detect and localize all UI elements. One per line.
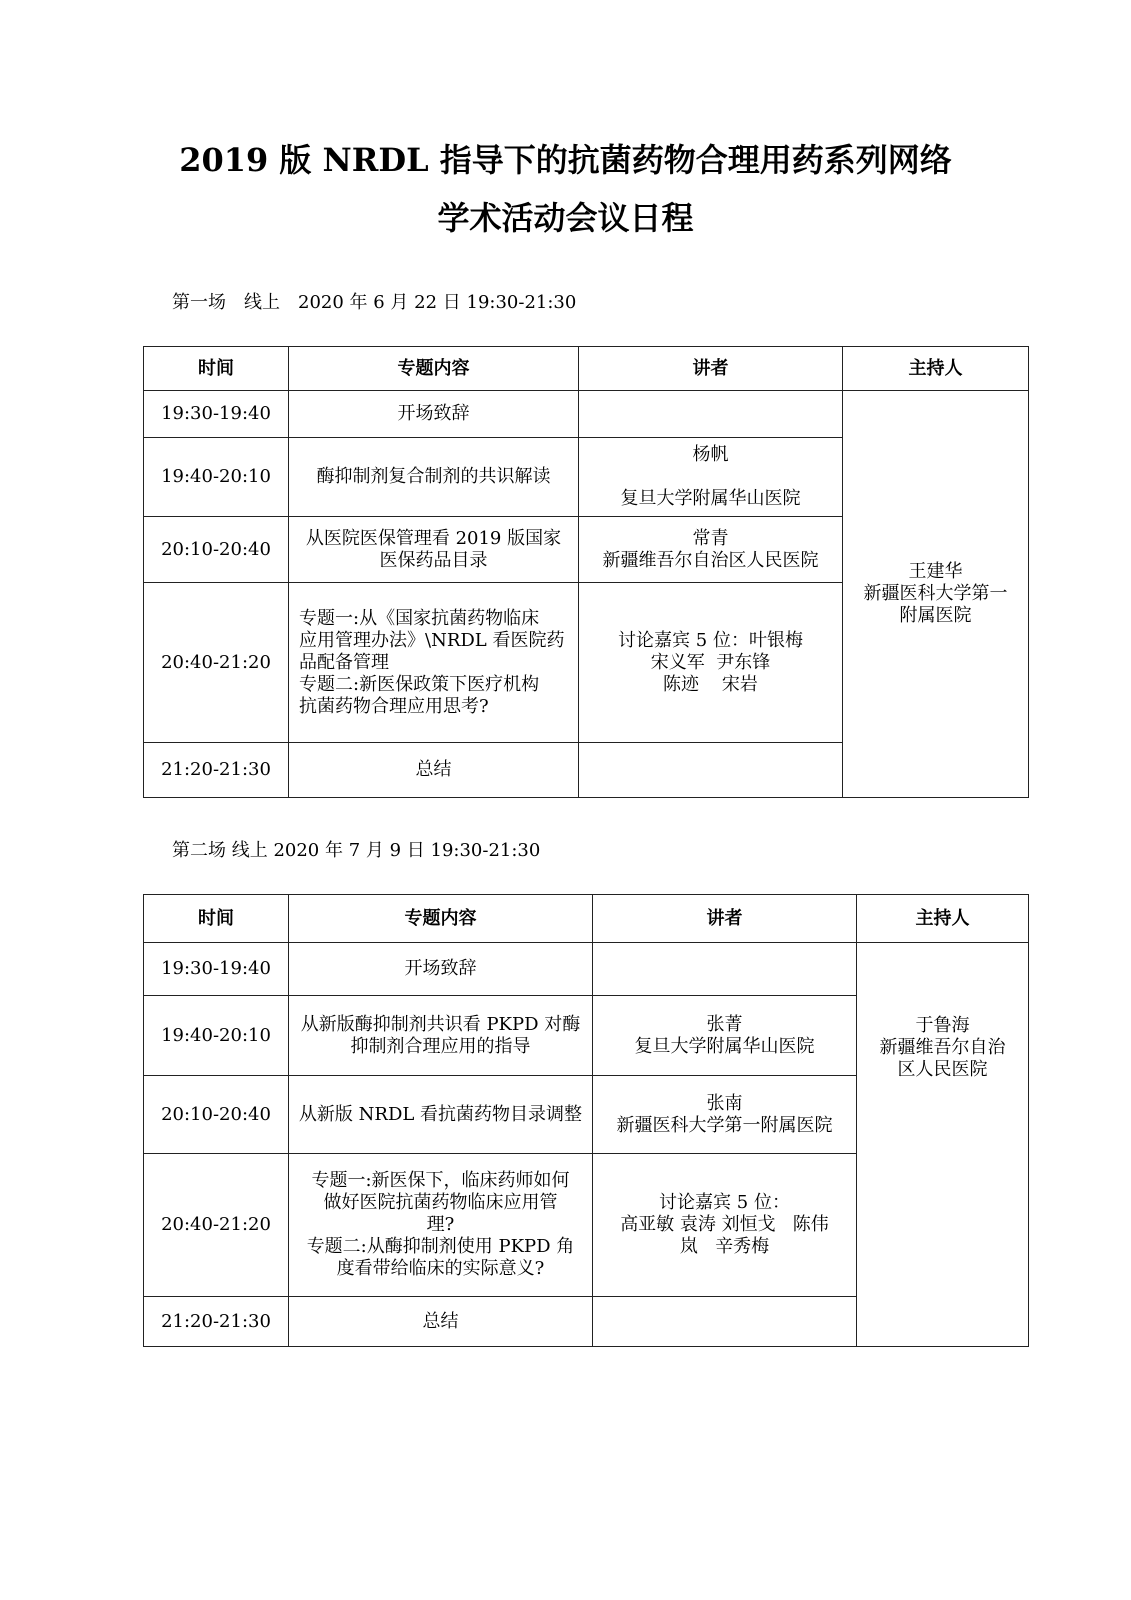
topic-line: 总结 <box>415 759 452 780</box>
speaker-cell <box>579 391 843 438</box>
topic-line: 酶抑制剂复合制剂的共识解读 <box>316 466 551 487</box>
column-header-topic: 专题内容 <box>289 347 579 391</box>
topic-line: 总结 <box>422 1310 459 1332</box>
time-cell: 21:20-21:30 <box>144 1297 289 1347</box>
session-2-schedule-table <box>143 894 1029 1347</box>
time-cell: 21:20-21:30 <box>144 743 289 798</box>
speaker-cell <box>579 743 843 798</box>
topic-line: 从新版 NRDL 看抗菌药物目录调整 <box>298 1103 583 1125</box>
host-affiliation-line: 新疆医科大学第一 <box>863 583 1008 604</box>
speaker-affiliation: 新疆维吾尔自治区人民医院 <box>602 549 819 571</box>
topic-cell <box>289 743 579 798</box>
topic-cell <box>289 583 579 743</box>
speaker-cell <box>593 943 857 996</box>
speaker-cell <box>593 1076 857 1154</box>
speaker-name: 张菁 <box>706 1013 743 1035</box>
host-cell <box>857 943 1029 1347</box>
time-cell: 19:30-19:40 <box>144 391 289 438</box>
topic-line: 从新版酶抑制剂共识看 PKPD 对酶 <box>300 1013 581 1035</box>
host-name: 于鲁海 <box>915 1015 970 1036</box>
topic-cell <box>289 1076 593 1154</box>
session-1-schedule-table <box>143 346 1029 798</box>
speaker-line: 宋义军 尹东锋 <box>650 651 771 673</box>
topic-line: 开场致辞 <box>404 958 477 979</box>
speaker-gap <box>587 466 834 488</box>
topic-line: 应用管理办法》\NRDL 看医院药 <box>299 629 565 651</box>
speaker-cell <box>593 1154 857 1297</box>
column-header-speaker: 讲者 <box>579 347 843 391</box>
time-cell: 20:40-21:20 <box>144 1154 289 1297</box>
speaker-cell <box>579 517 843 583</box>
speaker-affiliation: 复旦大学附属华山医院 <box>620 488 801 509</box>
column-header-speaker: 讲者 <box>593 895 857 943</box>
column-header-topic: 专题内容 <box>289 895 593 943</box>
topic-line: 品配备管理 <box>299 651 389 673</box>
time-cell: 20:10-20:40 <box>144 1076 289 1154</box>
document-title-line1: 2019 版 NRDL 指导下的抗菌药物合理用药系列网络 <box>179 141 952 179</box>
speaker-cell <box>593 996 857 1076</box>
topic-cell <box>289 1154 593 1297</box>
topic-line: 做好医院抗菌药物临床应用管 <box>323 1192 558 1213</box>
table-header-row <box>144 347 1029 391</box>
speaker-name: 杨帆 <box>692 444 729 465</box>
table-row <box>144 391 1029 438</box>
document-title-line2: 学术活动会议日程 <box>437 199 694 237</box>
topic-line: 理? <box>426 1214 455 1235</box>
topic-line: 专题一:新医保下，临床药师如何 <box>311 1170 570 1191</box>
table-row <box>144 943 1029 996</box>
speaker-line: 讨论嘉宾 5 位： <box>659 1192 790 1213</box>
table-header-row <box>144 895 1029 943</box>
topic-line: 专题二:从酶抑制剂使用 PKPD 角 <box>306 1236 575 1257</box>
topic-line: 抗菌药物合理应用思考? <box>299 695 489 717</box>
topic-line: 抑制剂合理应用的指导 <box>350 1035 531 1057</box>
time-cell: 19:30-19:40 <box>144 943 289 996</box>
topic-line: 医保药品目录 <box>379 549 488 571</box>
topic-line: 专题二:新医保政策下医疗机构 <box>299 673 540 695</box>
speaker-cell <box>593 1297 857 1347</box>
column-header-host: 主持人 <box>843 347 1029 391</box>
time-cell: 19:40-20:10 <box>144 996 289 1076</box>
topic-cell <box>289 517 579 583</box>
column-header-time: 时间 <box>144 347 289 391</box>
speaker-line: 陈迹 宋岩 <box>663 673 758 695</box>
topic-cell <box>289 391 579 438</box>
topic-cell <box>289 996 593 1076</box>
topic-line: 度看带给临床的实际意义? <box>336 1258 545 1279</box>
time-cell: 19:40-20:10 <box>144 438 289 517</box>
speaker-line: 岚 辛秀梅 <box>679 1236 770 1257</box>
speaker-cell <box>579 583 843 743</box>
host-affiliation-line: 区人民医院 <box>897 1059 988 1080</box>
column-header-host: 主持人 <box>857 895 1029 943</box>
session-1-label: 第一场 线上 2020 年 6 月 22 日 19:30-21:30 <box>172 292 577 313</box>
speaker-line: 高亚敏 袁涛 刘恒戈 陈伟 <box>620 1214 829 1235</box>
time-cell: 20:40-21:20 <box>144 583 289 743</box>
topic-line: 开场致辞 <box>397 403 470 424</box>
column-header-time: 时间 <box>144 895 289 943</box>
topic-cell <box>289 1297 593 1347</box>
time-cell: 20:10-20:40 <box>144 517 289 583</box>
speaker-name: 常青 <box>692 527 729 549</box>
speaker-affiliation: 复旦大学附属华山医院 <box>634 1035 815 1057</box>
session-2-label: 第二场 线上 2020 年 7 月 9 日 19:30-21:30 <box>172 840 541 861</box>
host-name: 王建华 <box>908 561 963 582</box>
speaker-cell <box>579 438 843 517</box>
host-affiliation-line: 附属医院 <box>899 605 972 626</box>
topic-line: 专题一:从《国家抗菌药物临床 <box>299 607 540 629</box>
speaker-affiliation: 新疆医科大学第一附属医院 <box>616 1114 833 1136</box>
host-cell <box>843 391 1029 798</box>
host-affiliation-line: 新疆维吾尔自治 <box>879 1037 1006 1058</box>
topic-line: 从医院医保管理看 2019 版国家 <box>305 527 562 549</box>
speaker-line: 讨论嘉宾 5 位：叶银梅 <box>618 629 803 651</box>
speaker-name: 张南 <box>706 1092 743 1114</box>
topic-cell <box>289 438 579 517</box>
topic-cell <box>289 943 593 996</box>
